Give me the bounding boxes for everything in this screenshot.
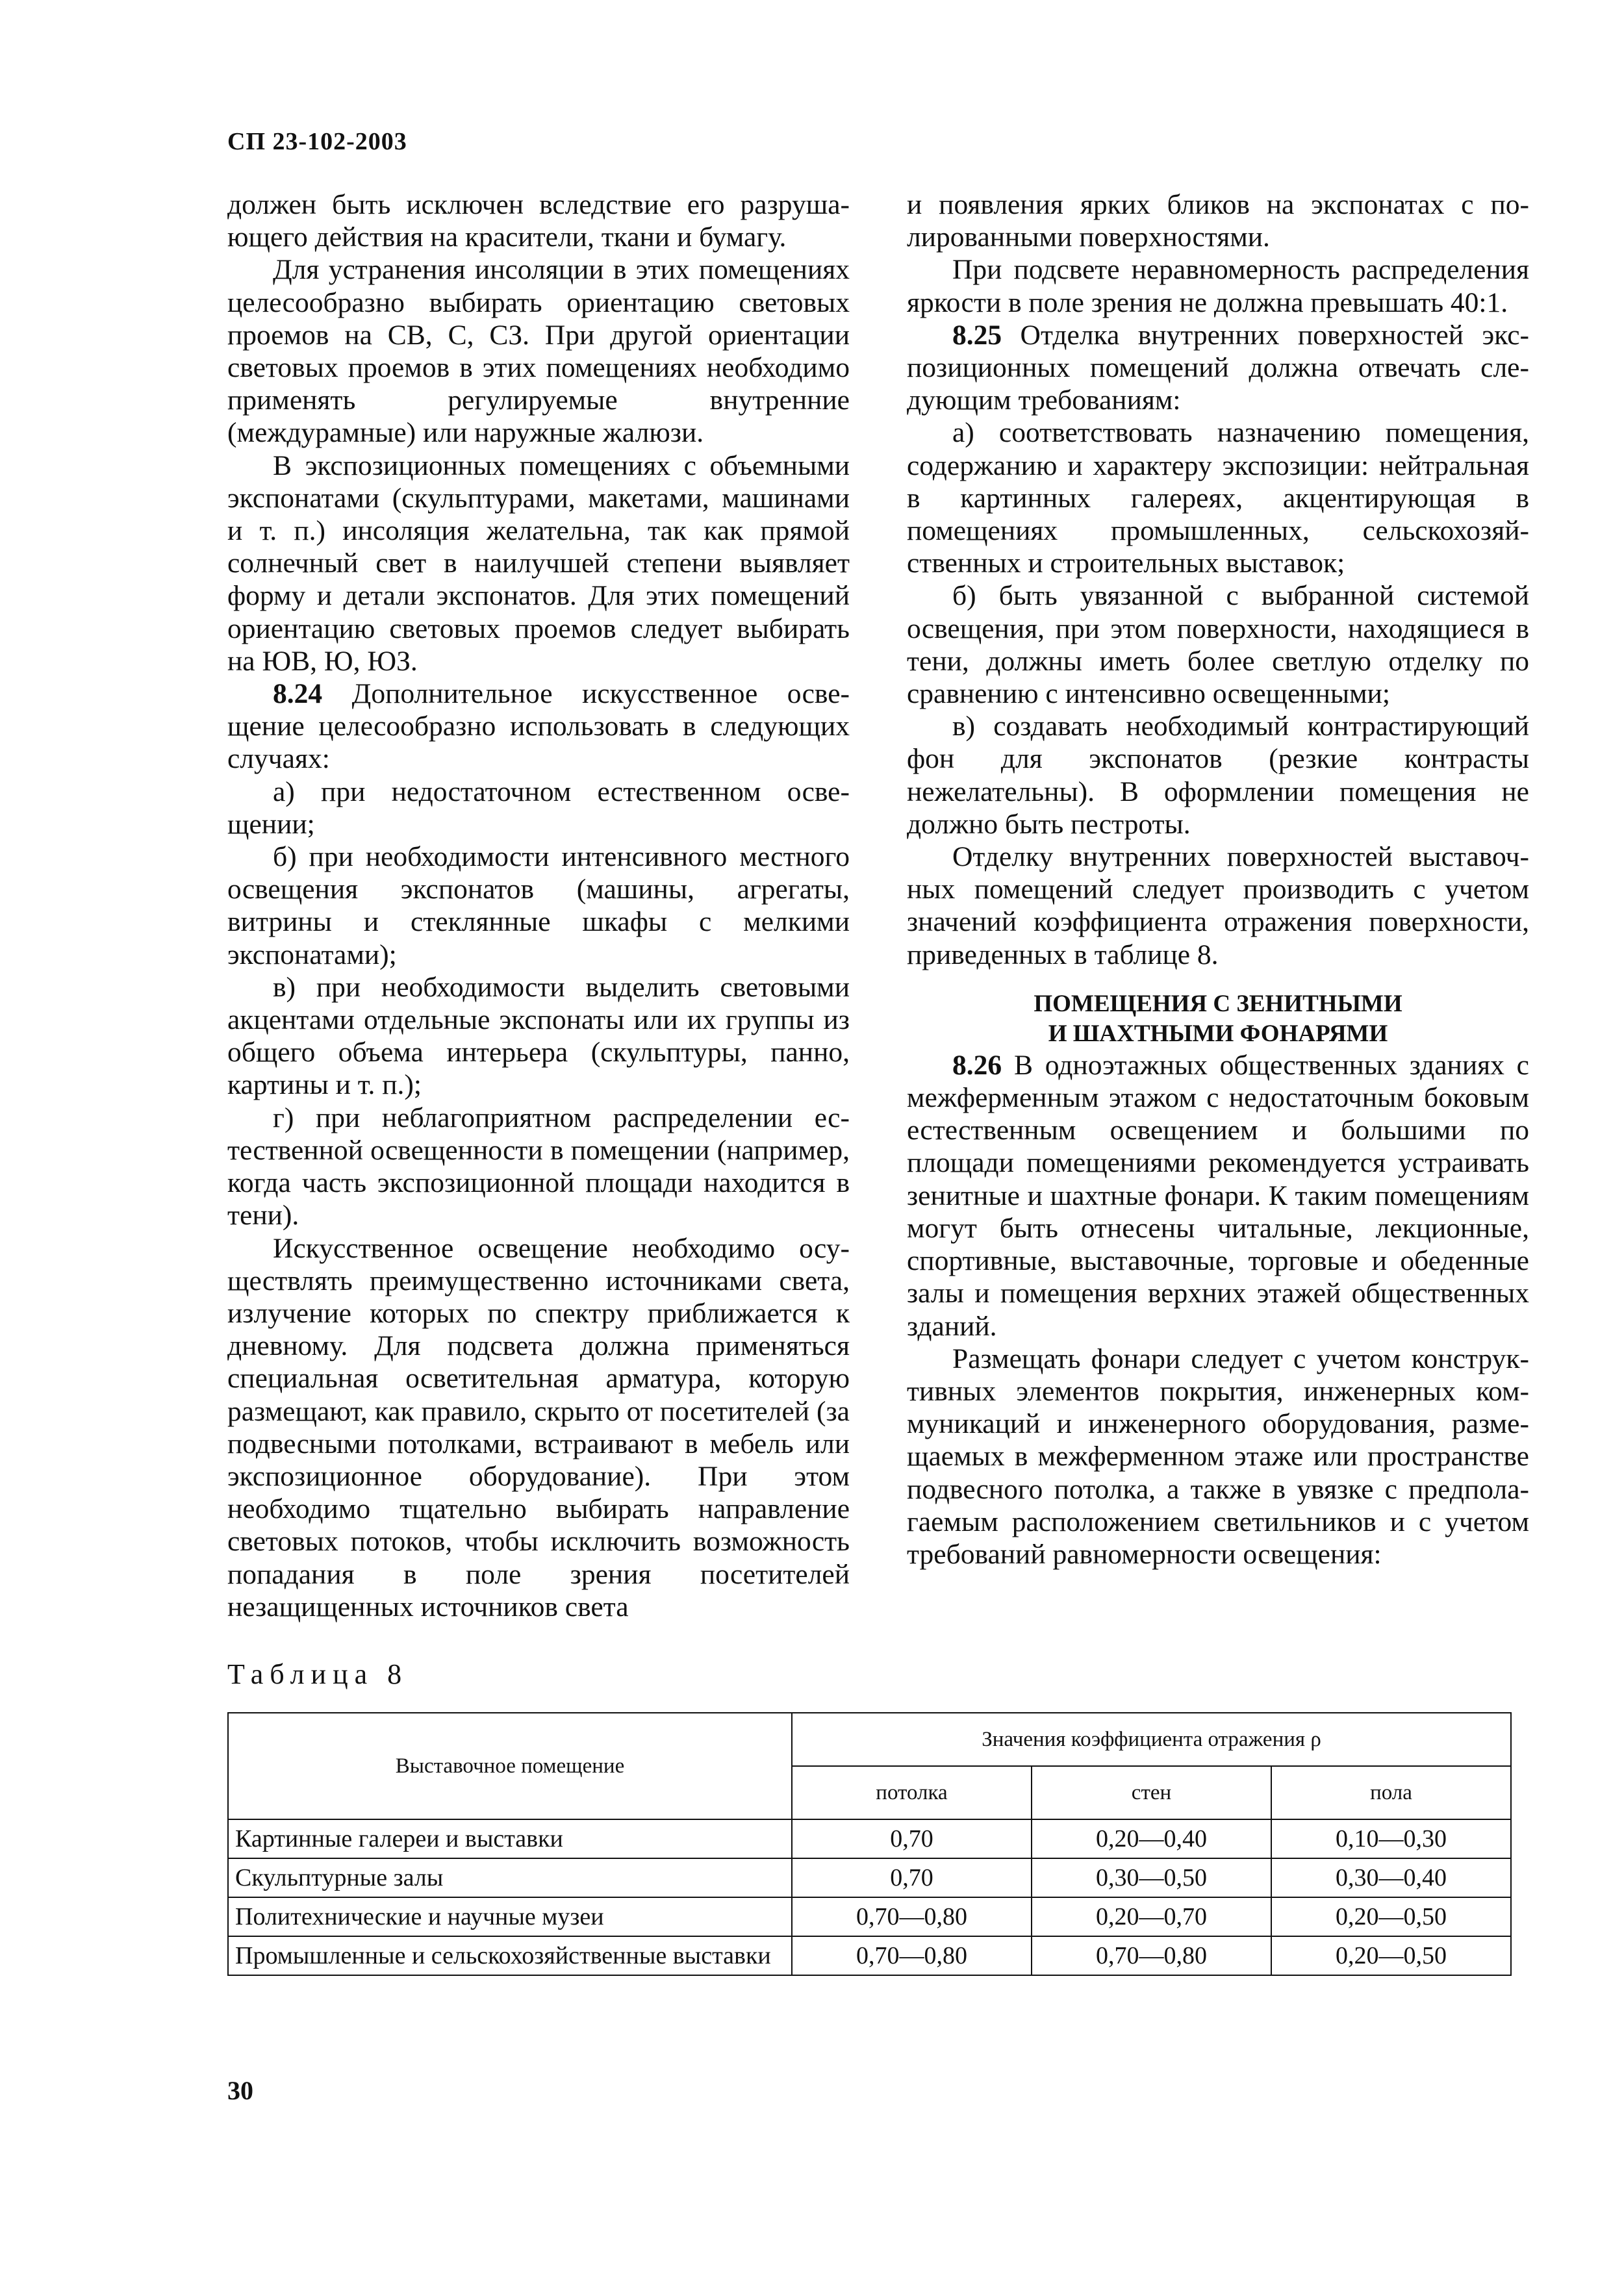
floor-value-cell: 0,20—0,50 [1271, 1897, 1511, 1936]
floor-value-cell: 0,30—0,40 [1271, 1858, 1511, 1897]
document-code-header: СП 23-102-2003 [227, 128, 407, 155]
paragraph: Отделку внутренних поверхностей выставочных помещений следует производить с учетом значений коэффициента отражения поверхности, приведенных в таблице 8. [907, 841, 1529, 970]
clause-8-24 [227, 677, 850, 776]
reflectance-table [227, 1712, 1512, 1976]
clause-text: В одноэтажных общественных зданиях с межферменным этажом с недостаточным боковым естественным освещением и большими по площади помещениями рекомендуется устраивать зенитные и шахтные фонари. К таким помещениям могут быть отнесены читальные, лекционные, спортивные, выставочные, торговые и обеденные залы и помещения верхних этажей общественных зданий. [907, 1049, 1529, 1342]
table-row [228, 1897, 1511, 1936]
walls-value-cell: 0,30—0,50 [1032, 1858, 1271, 1897]
header-reflectance-group: Значения коэффициента отражения ρ [792, 1713, 1511, 1766]
section-heading-line: ПОМЕЩЕНИЯ С ЗЕНИТНЫМИ [1034, 990, 1402, 1017]
room-name-cell: Картинные галереи и выставки [228, 1819, 792, 1858]
table-header-row [228, 1713, 1511, 1766]
section-heading [907, 989, 1529, 1049]
header-walls: стен [1032, 1766, 1271, 1819]
list-item-b: б) быть увязанной с выбранной системой освещения, при этом поверхности, находящиеся в тени, должны иметь более светлую отделку по сравнению с интенсивно освещенными; [907, 580, 1529, 710]
list-item-a: а) соответствовать назначению помещения, содержанию и характеру экспозиции: нейтральная в картинных галереях, акцентирующая в помещениях промышленных, сельскохозяйственных и строительных выставок; [907, 417, 1529, 579]
clause-text: Дополнительное искусственное освещение целесообразно использовать в следующих случаях: [227, 678, 850, 775]
list-item-g: г) при неблагоприятном распределении естественной освещенности в помещении (например, когда часть экспозиционной площади находится в тени). [227, 1102, 850, 1232]
ceiling-value-cell: 0,70 [792, 1858, 1032, 1897]
table-row [228, 1936, 1511, 1975]
paragraph: Для устранения инсоляции в этих помещениях целесообразно выбирать ориентацию световых проемов на СВ, С, СЗ. При другой ориентации световых проемов в этих помещениях необходимо применять регулируемые внутренние (междурамные) или наружные жалюзи. [227, 254, 850, 449]
room-name-cell: Политехнические и научные музеи [228, 1897, 792, 1936]
floor-value-cell: 0,20—0,50 [1271, 1936, 1511, 1975]
clause-8-25 [907, 319, 1529, 417]
list-item-v: в) при необходимости выделить световыми акцентами отдельные экспонаты или их группы из общего объема интерьера (скульптуры, панно, картины и т. п.); [227, 971, 850, 1101]
ceiling-value-cell: 0,70 [792, 1819, 1032, 1858]
paragraph: должен быть исключен вследствие его разрушающего действия на красители, ткани и бумагу. [227, 189, 850, 253]
header-room: Выставочное помещение [228, 1713, 792, 1819]
header-ceiling: потолка [792, 1766, 1032, 1819]
section-heading-line: И ШАХТНЫМИ ФОНАРЯМИ [1048, 1020, 1388, 1047]
ceiling-value-cell: 0,70—0,80 [792, 1936, 1032, 1975]
floor-value-cell: 0,10—0,30 [1271, 1819, 1511, 1858]
paragraph: Размещать фонари следует с учетом конструктивных элементов покрытия, инженерных коммуникаций и инженерного оборудования, размещаемых в межферменном этаже или пространстве подвесного потолка, а также в увязке с предполагаемым расположением светильников и с учетом требований равномерности освещения: [907, 1343, 1529, 1570]
list-item-a: а) при недостаточном естественном освещении; [227, 776, 850, 840]
walls-value-cell: 0,20—0,70 [1032, 1897, 1271, 1936]
walls-value-cell: 0,70—0,80 [1032, 1936, 1271, 1975]
clause-text: Отделка внутренних поверхностей экспозиционных помещений должна отвечать следующим требованиям: [907, 319, 1529, 416]
list-item-v: в) создавать необходимый контрастирующий фон для экспонатов (резкие контрасты нежелательны). В оформлении помещения не должно быть пестроты. [907, 711, 1529, 840]
left-text-column [227, 188, 850, 1623]
table-row [228, 1858, 1511, 1897]
paragraph: В экспозиционных помещениях с объемными экспонатами (скульптурами, макетами, машинами и т. п.) инсоляция желательна, так как прямой солнечный свет в наилучшей степени выявляет форму и детали экспонатов. Для этих помещений ориентацию световых проемов следует выбирать на ЮВ, Ю, ЮЗ. [227, 449, 850, 677]
clause-number: 8.24 [273, 678, 323, 710]
list-item-b: б) при необходимости интенсивного местного освещения экспонатов (машины, агрегаты, витрины и стеклянные шкафы с мелкими экспонатами); [227, 841, 850, 970]
clause-number: 8.25 [952, 319, 1002, 351]
room-name-cell: Промышленные и сельскохозяйственные выставки [228, 1936, 792, 1975]
paragraph: и появления ярких бликов на экспонатах с полированными поверхностями. [907, 189, 1529, 253]
clause-number: 8.26 [952, 1049, 1002, 1081]
header-floor: пола [1271, 1766, 1511, 1819]
room-name-cell: Скульптурные залы [228, 1858, 792, 1897]
table-caption: Таблица 8 [227, 1658, 409, 1690]
page-number: 30 [227, 2076, 253, 2105]
paragraph: Искусственное освещение необходимо осуществлять преимущественно источниками света, излучение которых по спектру приближается к дневному. Для подсвета должна применяться специальная осветительная арматура, которую размещают, как правило, скрыто от посетителей (за подвесными потолками, встраивают в мебель или экспозиционное оборудование). При этом необходимо тщательно выбирать направление световых потоков, чтобы исключить возможность попадания в поле зрения посетителей незащищенных источников света [227, 1232, 850, 1623]
walls-value-cell: 0,20—0,40 [1032, 1819, 1271, 1858]
right-text-column [907, 188, 1529, 1571]
ceiling-value-cell: 0,70—0,80 [792, 1897, 1032, 1936]
table-row [228, 1819, 1511, 1858]
clause-8-26 [907, 1049, 1529, 1343]
paragraph: При подсвете неравномерность распределения яркости в поле зрения не должна превышать 40:1. [907, 254, 1529, 318]
